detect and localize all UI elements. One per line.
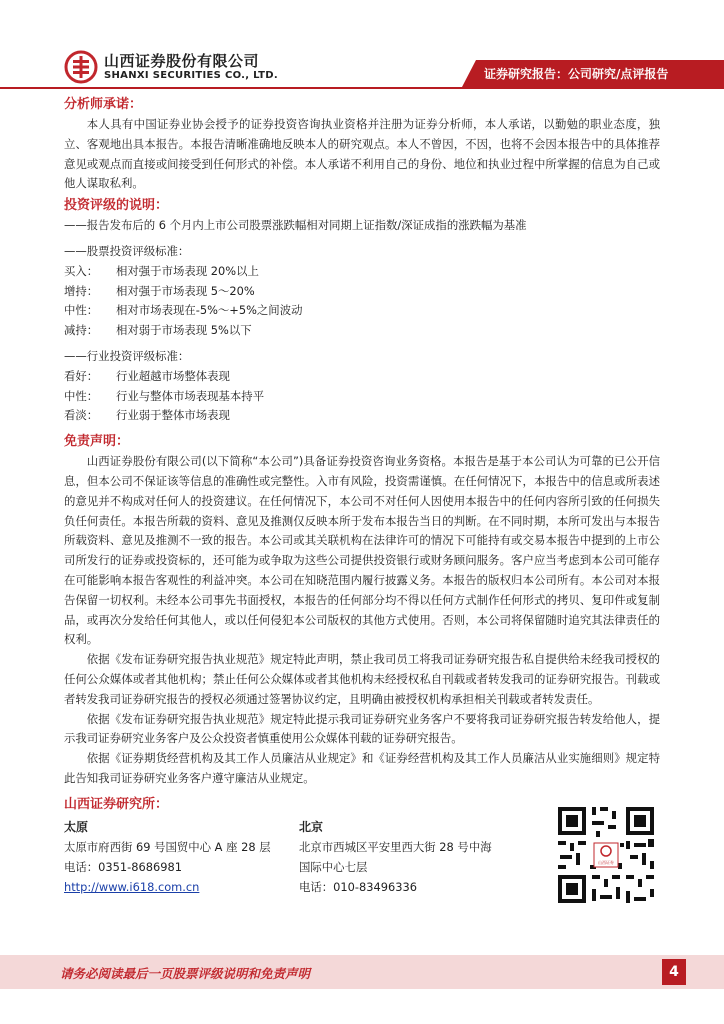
rating-title: 投资评级的说明： [64, 198, 169, 214]
rating-label: 看好： [64, 368, 99, 383]
industry-rating-row [64, 387, 660, 407]
qr-code-icon [554, 803, 658, 907]
shanxi-securities-logo-icon [64, 50, 98, 84]
rating-desc: 行业超越市场整体表现 [116, 368, 230, 383]
office-address: 北京市西城区平安里西大街 28 号中海 [299, 839, 492, 854]
analyst-body: 本人具有中国证券业协会授予的证券投资咨询执业资格并注册为证券分析师，本人承诺，以勤勉的职业态度，独立、客观地出具本报告。本报告清晰准确地反映本人的研究观点。本人不曾因，不因，也将不会因本报告中的具体推荐意见或观点而直接或间接受到任何形式的补偿。本人承诺不利用自己的身份、地位和执业过程中所掌握的信息为自己或他人谋取私利。 [64, 117, 660, 191]
office-city: 北京 [299, 819, 324, 834]
rating-desc: 相对弱于市场表现 5%以下 [116, 323, 252, 338]
office-city: 太原 [64, 819, 89, 834]
rating-label: 中性： [64, 303, 99, 318]
rating-desc: 相对强于市场表现 5～20% [116, 283, 255, 298]
beijing-office [299, 817, 492, 897]
rating-label: 中性： [64, 388, 99, 403]
office-address: 太原市府西街 69 号国贸中心 A 座 28 层 [64, 839, 271, 854]
page-header [0, 0, 724, 95]
footer-notice: 请务必阅读最后一页股票评级说明和免责声明 [60, 966, 311, 981]
disclaimer-paragraph: 山西证券股份有限公司(以下简称“本公司”)具备证券投资咨询业务资格。本报告是基于本公司认为可靠的已公开信息，但本公司不保证该等信息的准确性或完整性。入市有风险，投资需谨慎。在任何情况下，本报告中的信息或所表述的意见并不构成对任何人的投资建议。在任何情况下，本公司不对任何人因使用本报告中的任何内容所引致的任何损失负任何责任。本报告所载的资料、意见及推测仅反映本所于发布本报告当日的判断。在不同时期，本所可发出与本报告所载资料、意见及推测不一致的报告。本公司或其关联机构在法律许可的情况下可能持有或交易本报告中提到的上市公司所发行的证券或投资标的，还可能为或争取为这些公司提供投资银行或财务顾问服务。客户应当考虑到本公司可能存在可能影响本报告客观性的利益冲突。本公司在知晓范围内履行披露义务。本报告的版权归本公司所有。本公司对本报告保留一切权利。未经本公司事先书面授权，本报告的任何部分均不得以任何方式制作任何形式的拷贝、复印件或复制品，或再次分发给任何其他人，或以任何侵犯本公司版权的其他方式使用。否则，本公司将保留随时追究其法律责任的权利。 [64, 454, 660, 647]
header-divider [0, 87, 724, 89]
company-name-en: SHANXI SECURITIES CO., LTD. [104, 70, 278, 81]
industry-rating-row [64, 406, 660, 426]
office-phone: 电话：0351-8686981 [64, 859, 183, 874]
rating-desc: 相对市场表现在-5%～+5%之间波动 [116, 303, 303, 318]
rating-label: 看淡： [64, 408, 99, 423]
stock-rating-header: ——股票投资评级标准： [64, 243, 190, 258]
report-type: 证券研究报告：公司研究/点评报告 [484, 67, 669, 81]
rating-label: 买入： [64, 263, 99, 278]
institute-contacts [64, 817, 660, 937]
company-name-cn: 山西证券股份有限公司 [104, 52, 260, 70]
stock-rating-row [64, 321, 660, 341]
page-number: 4 [662, 959, 686, 985]
office-phone: 电话：010-83496336 [299, 879, 418, 894]
institute-title: 山西证券研究所： [64, 796, 169, 812]
analyst-title: 分析师承诺： [64, 97, 143, 112]
website-link[interactable]: http://www.i618.com.cn [64, 879, 200, 894]
disclaimer-paragraph: 依据《证券期货经营机构及其工作人员廉洁从业规定》和《证券经营机构及其工作人员廉洁从业实施细则》规定特此告知我司证券研究业务客户遵守廉洁从业规定。 [64, 751, 660, 785]
rating-label: 增持： [64, 283, 99, 298]
disclaimer-title: 免责声明： [64, 434, 130, 450]
taiyuan-office [64, 817, 271, 897]
stock-rating-row [64, 301, 660, 321]
qr-center-label: 山西证券 [598, 859, 614, 865]
office-address-line2: 国际中心七层 [299, 859, 368, 874]
disclaimer-paragraph: 依据《发布证券研究报告执业规范》规定特此提示我司证券研究业务客户不要将我司证券研究报告转发给他人，提示我司证券研究业务客户及公众投资者慎重使用公众媒体刊载的证券研究报告。 [64, 711, 660, 746]
rating-desc: 行业弱于整体市场表现 [116, 408, 230, 423]
rating-desc: 行业与整体市场表现基本持平 [116, 388, 265, 403]
stock-rating-row [64, 282, 660, 302]
page-content [64, 95, 660, 937]
disclaimer-paragraph: 依据《发布证券研究报告执业规范》规定特此声明，禁止我司员工将我司证券研究报告私自提供给未经我司授权的任何公众媒体或者其他机构；禁止任何公众媒体或者其他机构未经授权私自刊载或者转发我司的证券研究报告。刊载或者转发我司证券研究报告的授权必须通过签署协议约定，且明确由被授权机构承担相关刊载或者转发责任。 [64, 652, 660, 706]
rating-desc: 相对强于市场表现 20%以上 [116, 263, 259, 278]
industry-rating-row [64, 367, 660, 387]
rating-intro: ——报告发布后的 6 个月内上市公司股票涨跌幅相对同期上证指数/深证成指的涨跌幅为基准 [64, 218, 527, 233]
industry-rating-header: ——行业投资评级标准： [64, 348, 190, 363]
rating-label: 减持： [64, 323, 99, 338]
stock-rating-row [64, 262, 660, 282]
